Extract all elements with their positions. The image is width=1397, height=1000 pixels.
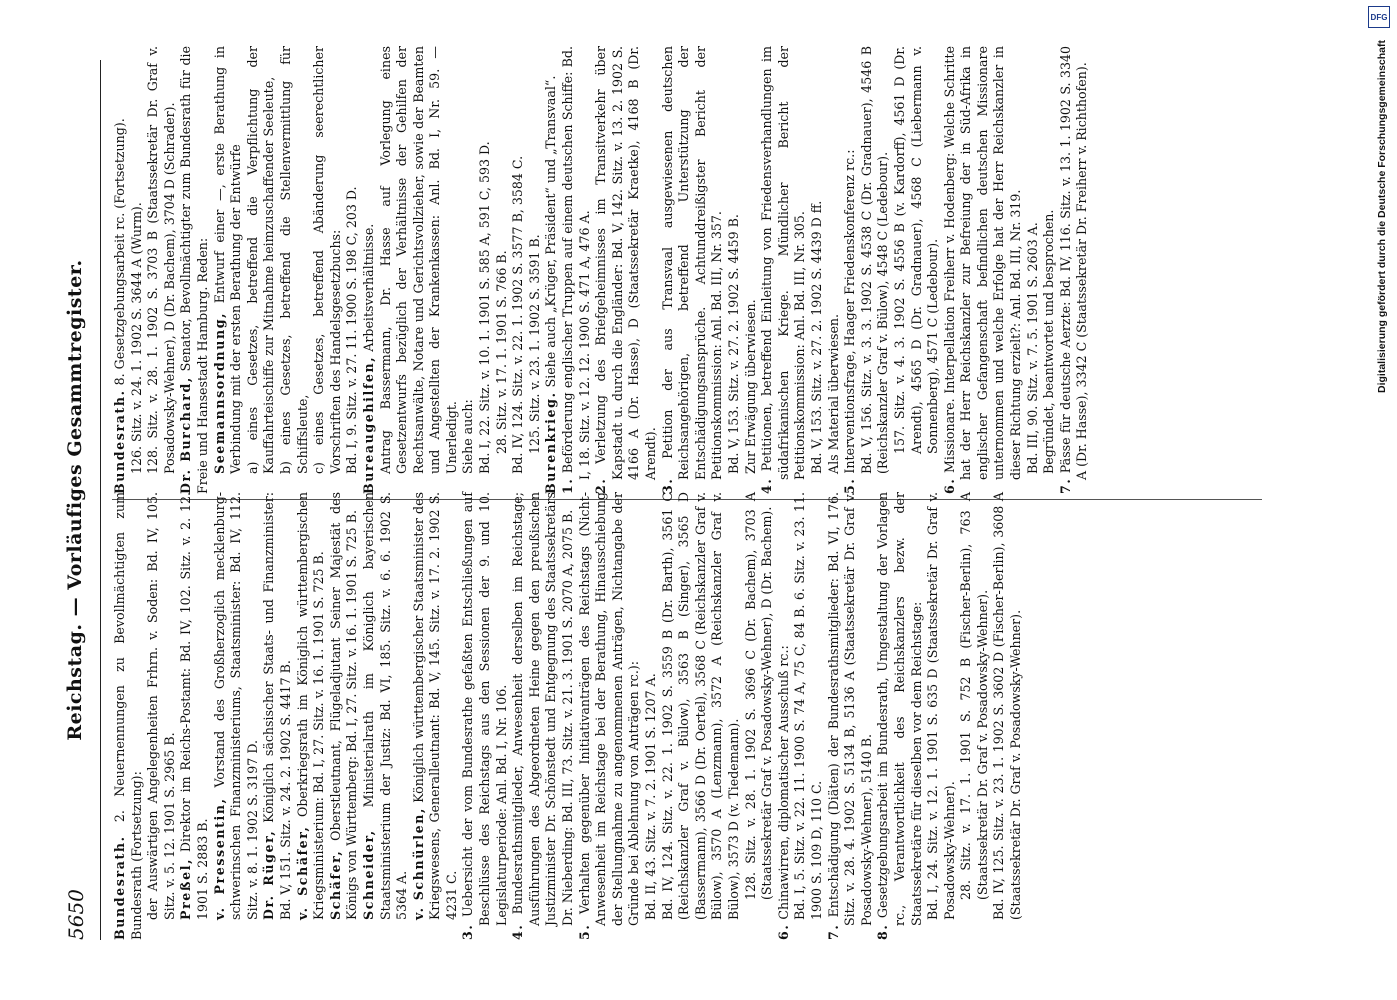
entry-text: Ministerialrath im Königlich bayerischen Staatsministerium der Justiz: Bd. VI, 185. Sitz. v. 6. 6. 1902 S. 5364 A. bbox=[360, 492, 410, 920]
entry-text: der Auswärtigen Angelegenheiten Frhrn. v. Soden: Bd. IV, 105. Sitz. v. 5. 12. 1901 S. 2965 B. bbox=[145, 492, 177, 920]
entry-text: Verletzung des Briefgeheimnisses im Transitverkehr über Kapstadt u. durch die Engländer: Bd. V, 142. Sitz. v. 13. 2. 1902 S. 4166 A (Dr. Hasse), D (Staatssekretär Kraetke), 4168 B (Dr. Arendt). bbox=[593, 46, 658, 480]
index-entry bbox=[958, 492, 991, 940]
entry-text: Missionare. Interpellation Freiherr v. Hodenberg: Welche Schritte hat der Herr Reichskanzler zur Befreiung der in Süd-Afrika in englischer Gefangenschaft befindlichen deutschen Missionare unternommen und welche Erfolge hat der Herr Reichskanzler in dieser Richtung erzielt?: Anl. Bd. III, Nr. 319. bbox=[941, 46, 1024, 480]
entry-lead: 1. bbox=[560, 477, 576, 494]
index-entry bbox=[826, 492, 876, 940]
entry-text: Oberkriegsrath im Königlich württembergischen Kriegsministerium: Bd. I, 27. Sitz. v. 16. 1. 1901 S. 725 B. bbox=[294, 492, 327, 920]
index-entry bbox=[593, 46, 659, 494]
entry-text: Senator, Bevollmächtigter zum Bundesrath für die Freie und Hansestadt Hamburg. Reden: bbox=[178, 46, 210, 494]
entry-text: Bd. IV, 124. Sitz. v. 22. 1. 1902 S. 3559 B (Dr. Barth), 3561 C (Reichskanzler Graf v. Bülow), 3563 B (Singer), 3565 D (Bassermann), 3566 D (Dr. Oertel), 3568 C (Reichskanzler Graf v. Bülow), 3570 A (Lenzmann), 3572 A (Reichskanzler Graf v. Bülow), 3573 D (v. Tiedemann). bbox=[659, 492, 741, 920]
entry-text: Uebersicht der vom Bundesrathe gefaßten Entschließungen auf Beschlüsse des Reichstags aus den Sessionen der 9. und 10. Legislaturperiode: Anl. Bd. I, Nr. 106. bbox=[460, 492, 509, 926]
entry-text: Interventionsfrage, Haager Friedenskonferenz rc.: bbox=[842, 149, 858, 478]
entry-lead: 5. bbox=[576, 923, 592, 940]
index-entry bbox=[178, 492, 211, 940]
entry-text: Als Material überwiesen. bbox=[825, 313, 841, 474]
entry-lead: Preßel, bbox=[178, 857, 194, 920]
entry-text: Arbeitsverhältnisse. bbox=[360, 223, 376, 356]
entry-lead: Bundesrath. bbox=[112, 835, 127, 940]
entry-text: 2. Neuernennungen zu Bevollmächtigten zum Bundesrath (Fortsetzung): bbox=[112, 492, 144, 940]
index-entry bbox=[245, 46, 278, 494]
entry-text: Vorstand des Großherzoglich mecklenburg-schwerinschen Finanzministeriums, Staatsminister: Bd. IV, 112. Sitz. v. 8. 1. 1902 S. 3197 D. bbox=[211, 491, 260, 920]
index-entry bbox=[460, 492, 510, 940]
entry-text: Entschädigung (Diäten) der Bundesrathsmitglieder: Bd. VI, 176. Sitz. v. 28. 4. 1902 S. 5134 B, 5136 A (Staatssekretär Dr. Graf v. Posadowsky-Wehner), 5140 B. bbox=[825, 492, 874, 926]
entry-text: 28. Sitz. v. 17. 1. 1901 S. 752 B (Fischer-Berlin), 763 A (Staatssekretär Dr. Graf v. Posadowsky-Wehner). bbox=[958, 492, 990, 900]
index-entry bbox=[411, 492, 461, 940]
entry-text: Antrag Bassermann, Dr. Hasse auf Vorlegung eines Gesetzentwurfs bezüglich der Verhältnisse der Gehilfen der Rechtsanwälte, Notare und Gerichtsvollzieher, sowie der Beamten und Angestellten der Krankenkassen: Anl. Bd. I, Nr. 59. — Unerledigt. bbox=[377, 46, 459, 474]
entry-lead: 3. bbox=[659, 477, 675, 494]
entry-text: Königlich sächsischer Staats- und Finanzminister: Bd. V, 151. Sitz. v. 24. 2. 1902 S. 4417 B. bbox=[261, 492, 293, 920]
index-entry bbox=[510, 46, 527, 494]
index-entry bbox=[510, 492, 576, 940]
entry-lead: 6. bbox=[775, 923, 791, 940]
entry-text: Begründet, beantwortet und besprochen. bbox=[1041, 209, 1057, 474]
entry-text: Petition der aus Transvaal ausgewiesenen deutschen Reichsangehörigen, betreffend Unterstützung der Entschädigungsansprüche. Achtunddreißigster Bericht der Petitionskommission: Anl. Bd. III, Nr. 357. bbox=[659, 46, 725, 480]
entry-text: 157. Sitz. v. 4. 3. 1902 S. 4556 B (v. Kardorff), 4561 D (Dr. Arendt), 4565 D (Dr. Gradnauer), 4568 C (Liebermann v. Sonnenberg), 4571 C (Ledebour). bbox=[891, 46, 941, 454]
entry-lead: 6. bbox=[941, 477, 957, 494]
entry-text: Bd. I, 22. Sitz. v. 10. 1. 1901 S. 585 A, 591 C, 593 D. bbox=[477, 141, 493, 474]
index-entry bbox=[1025, 46, 1042, 494]
left-column bbox=[112, 492, 1025, 940]
index-entry bbox=[378, 46, 461, 494]
index-entry bbox=[826, 46, 843, 494]
entry-text: Oberstleutnant, Flügeladjutant Seiner Majestät des Königs von Württemberg: Bd. I, 27. Sitz. v. 16. 1. 1901 S. 725 B. bbox=[327, 492, 360, 920]
entry-lead: Burenkrieg. bbox=[543, 391, 559, 494]
index-entry bbox=[278, 46, 311, 494]
index-entry bbox=[743, 46, 760, 494]
entry-text: Siehe auch: bbox=[460, 399, 476, 474]
index-entry bbox=[527, 46, 544, 494]
index-entry bbox=[212, 46, 245, 494]
index-entry bbox=[129, 46, 146, 494]
index-entry bbox=[145, 492, 178, 940]
index-entry bbox=[261, 492, 294, 940]
entry-text: Bd. IV, 124. Sitz. v. 22. 1. 1902 S. 3577 B, 3584 C. bbox=[510, 155, 526, 474]
entry-lead: v. Pressentin, bbox=[211, 797, 227, 920]
entry-text: Pässe für deutsche Aerzte: Bd. IV, 116. Sitz. v. 13. 1. 1902 S. 3340 A (Dr. Hasse), 3342 C (Staatssekretär Dr. Freiherr v. Richthofen). bbox=[1057, 46, 1090, 480]
index-entry bbox=[776, 492, 793, 940]
entry-lead: 4. bbox=[510, 923, 526, 940]
index-entry bbox=[1041, 46, 1058, 494]
entry-text: Petitionen, betreffend Einleitung von Friedensverhandlungen im südafrikanischen Kriege. Mündlicher Bericht der Petitionskommission: Anl. Bd. III, Nr. 305. bbox=[759, 46, 808, 480]
entry-lead: 4. bbox=[759, 477, 775, 494]
index-entry bbox=[991, 492, 1024, 940]
index-entry bbox=[792, 492, 825, 940]
index-entry bbox=[212, 492, 262, 940]
dfg-logo: DFG bbox=[1368, 6, 1390, 28]
header-rule bbox=[100, 60, 101, 940]
index-entry bbox=[295, 492, 328, 940]
entry-text: Bd. V, 156. Sitz. v. 3. 3. 1902 S. 4538 C (Dr. Gradnauer), 4546 B (Reichskanzler Graf v. Bülow), 4548 C (Ledebour). bbox=[858, 46, 891, 474]
page-header bbox=[60, 60, 104, 940]
entry-text: Zur Erwägung überwiesen. bbox=[742, 299, 758, 474]
index-entry bbox=[726, 46, 743, 494]
entry-text: c) eines Gesetzes, betreffend Abänderung seerechtlicher Vorschriften des Handelsgesetzbuchs: bbox=[311, 46, 343, 474]
entry-text: Bd. I, 5. Sitz. v. 22. 11. 1900 S. 74 A, 75 C, 84 B. 6. Sitz. v. 23. 11. 1900 S. 109 D, 110 C. bbox=[792, 492, 824, 920]
entry-text: Chinawirren, diplomatischer Ausschuß rc.: bbox=[775, 645, 791, 924]
index-entry bbox=[460, 46, 477, 494]
entry-text: Bd. V, 153. Sitz. v. 27. 2. 1902 S. 4459 B. bbox=[725, 214, 741, 474]
entry-lead: Seemannsordnung, bbox=[211, 311, 227, 474]
entry-lead: Schäfer, bbox=[327, 849, 343, 920]
index-entry bbox=[660, 46, 726, 494]
entry-text: Beförderung englischer Truppen auf einem deutschen Schiffe: Bd. I, 18. Sitz. v. 12. 12. 1900 S. 471 A, 476 A. bbox=[560, 46, 592, 480]
index-entry bbox=[112, 46, 129, 494]
index-entry bbox=[477, 46, 494, 494]
entry-text: b) eines Gesetzes, betreffend die Stellenvermittlung für Schiffsleute, bbox=[277, 46, 310, 474]
entry-lead: 2. bbox=[593, 477, 609, 494]
entry-text: Bd. III, 90. Sitz. v. 7. 5. 1901 S. 2603 A. bbox=[1024, 222, 1040, 474]
entry-text: 8. Gesetzgebungsarbeit rc. (Fortsetzung). bbox=[112, 118, 127, 390]
index-entry bbox=[859, 46, 892, 494]
index-entry bbox=[361, 46, 378, 494]
index-entry bbox=[112, 492, 145, 940]
entry-text: Bd. IV, 125. Sitz. v. 23. 1. 1902 S. 3602 D (Fischer-Berlin), 3608 A (Staatssekretär Dr. Graf v. Posadowsky-Wehner). bbox=[991, 492, 1024, 920]
entry-lead: Dr. Rüger, bbox=[261, 829, 277, 920]
entry-text: Gesetzgebungsarbeit im Bundesrath, Umgestaltung der Vorlagen rc., Verantwortlichkeit des Reichskanzlers bezw. der Staatssekretäre für dieselben vor dem Reichstage: bbox=[875, 492, 924, 926]
entry-lead: v. Schäfer, bbox=[294, 825, 310, 920]
entry-text: Siehe auch „Krüger, Präsident“ und „Transvaal“. bbox=[543, 75, 559, 392]
entry-lead: Schneider, bbox=[360, 829, 376, 920]
entry-text: Direktor im Reichs-Postamt: Bd. IV, 102. Sitz. v. 2. 12. 1901 S. 2883 B. bbox=[178, 492, 210, 920]
index-entry bbox=[942, 46, 1025, 494]
entry-text: Bd. I, 9. Sitz. v. 27. 11. 1900 S. 198 C, 203 D. bbox=[344, 186, 360, 474]
side-note: Digitalisierung gefördert durch die Deutsche Forschungsgemeinschaft bbox=[1376, 40, 1388, 393]
index-entry bbox=[660, 492, 743, 940]
entry-text: Entwurf einer —, erste Berathung in Verbindung mit der ersten Berathung der Entwürfe bbox=[211, 46, 244, 474]
index-entry bbox=[1058, 46, 1091, 494]
entry-lead: 8. bbox=[875, 923, 891, 940]
index-entry bbox=[560, 46, 593, 494]
index-entry bbox=[145, 46, 178, 494]
index-entry bbox=[809, 46, 826, 494]
entry-lead: Dr. Burchard, bbox=[178, 376, 194, 494]
index-entry bbox=[759, 46, 809, 494]
index-entry bbox=[178, 46, 211, 494]
entry-lead: Bureaugehilfen, bbox=[360, 355, 376, 494]
index-entry bbox=[577, 492, 643, 940]
running-title: Reichstag. — Vorläufiges Gesammtregister. bbox=[64, 259, 86, 741]
entry-text: Bundesrathsmitglieder, Anwesenheit derselben im Reichstage; Ausführungen des Abgeordneten Heine gegen den preußischen Justizminister Dr. Schönstedt und Entgegnung des Staatssekretärs Dr. Nieberding: Bd. III, 73. Sitz. v. 21. 3. 1901 S. 2070 A, 2075 B. bbox=[510, 492, 576, 926]
index-entry bbox=[543, 46, 560, 494]
entry-text: 128. Sitz. v. 28. 1. 1902 S. 3703 B (Staatssekretär Dr. Graf v. Posadowsky-Wehner), D (Dr. Bachem), 3704 D (Schrader). bbox=[145, 46, 177, 474]
index-entry bbox=[361, 492, 411, 940]
entry-text: Bd. I, 24. Sitz. v. 12. 1. 1901 S. 635 D (Staatssekretär Dr. Graf v. Posadowsky-Wehner). bbox=[925, 492, 957, 920]
index-entry bbox=[643, 492, 660, 940]
index-entry bbox=[311, 46, 344, 494]
entry-text: Bd. V, 153. Sitz. v. 27. 2. 1902 S. 4439 D ff. bbox=[808, 200, 824, 474]
entry-lead: 7. bbox=[825, 923, 841, 940]
entry-text: Bd. II, 43. Sitz. v. 7. 2. 1901 S. 1207 A. bbox=[643, 673, 658, 920]
entry-lead: Bundesrath. bbox=[112, 389, 127, 494]
entry-text: Verhalten gegenüber Initiativanträgen des Reichstags (Nicht-Anwesenheit im Reichstage bei der Berathung, Hinausschiebung der Stellungnahme zu angenommenen Anträgen, Nichtangabe der Gründe bei Ablehnung von Anträgen rc.): bbox=[576, 492, 642, 926]
index-entry bbox=[925, 492, 958, 940]
index-entry bbox=[875, 492, 925, 940]
entry-text: 128. Sitz. v. 28. 1. 1902 S. 3696 C (Dr. Bachem), 3703 A (Staatssekretär Graf v. Posadowsky-Wehner), D (Dr. Bachem). bbox=[742, 492, 775, 900]
index-entry bbox=[494, 46, 511, 494]
index-entry bbox=[344, 46, 361, 494]
entry-text: 125. Sitz. v. 23. 1. 1902 S. 3591 B. bbox=[526, 234, 542, 454]
entry-lead: 3. bbox=[460, 923, 476, 940]
entry-lead: 5. bbox=[842, 477, 858, 494]
index-entry bbox=[743, 492, 776, 940]
right-column bbox=[112, 46, 1091, 494]
side-note-strip bbox=[1365, 0, 1391, 1000]
index-entry bbox=[842, 46, 859, 494]
entry-lead: 7. bbox=[1057, 477, 1073, 494]
entry-lead: v. Schnürlen, bbox=[410, 807, 426, 920]
entry-text: 126. Sitz. v. 24. 1. 1902 S. 3644 A (Wurm). bbox=[128, 202, 144, 474]
index-entry bbox=[892, 46, 942, 494]
entry-text: 28. Sitz. v. 17. 1. 1901 S. 766 B. bbox=[493, 250, 509, 454]
page-number: 5650 bbox=[64, 889, 88, 940]
index-entry bbox=[328, 492, 361, 940]
entry-text: a) eines Gesetzes, betreffend die Verpflichtung der Kauffahrteischiffe zur Mitnahme heimzuschaffender Seeleute, bbox=[244, 46, 277, 474]
entry-text: Königlich württembergischer Staatsminister des Kriegswesens, Generalleutnant: Bd. V, 145. Sitz. v. 17. 2. 1902 S. 4231 C. bbox=[410, 492, 459, 920]
